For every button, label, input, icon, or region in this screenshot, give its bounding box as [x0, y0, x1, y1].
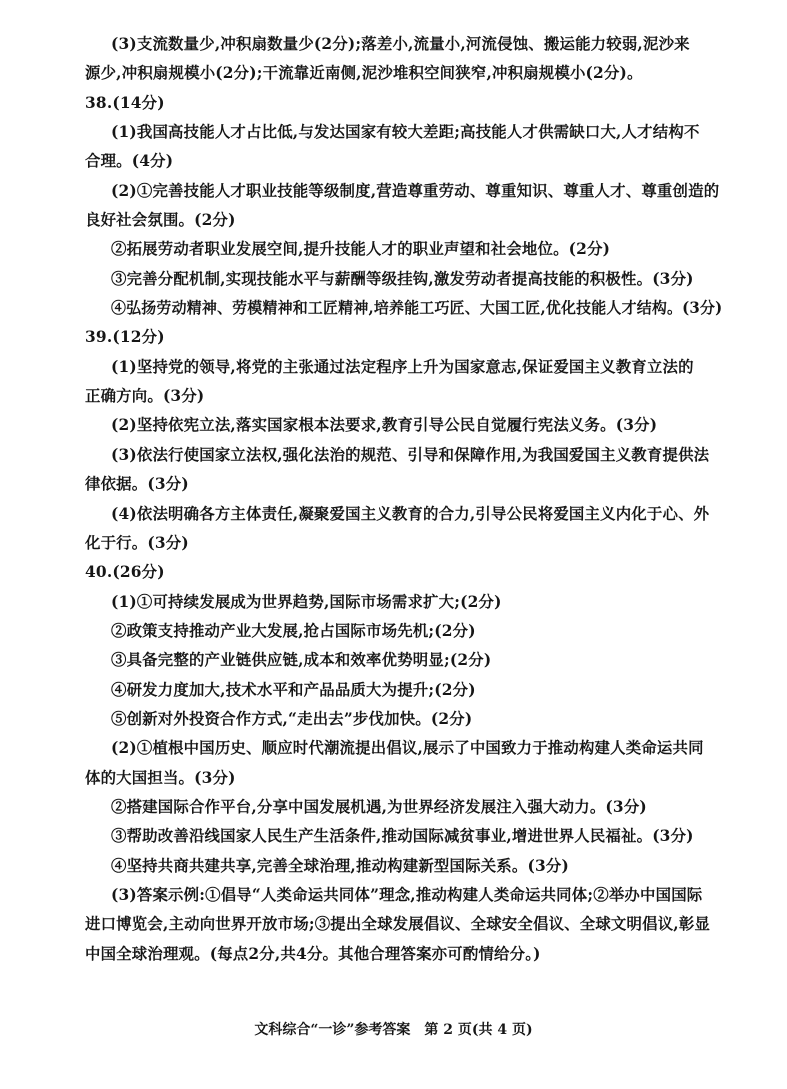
answer-line: (2)①植根中国历史、顺应时代潮流提出倡议,展示了中国致力于推动构建人类命运共同: [111, 739, 704, 757]
question-number: 40.(26分): [85, 563, 165, 581]
answer-line: 律依据。(3分): [85, 475, 189, 493]
answer-line: ⑤创新对外投资合作方式,“走出去”步伐加快。(2分): [111, 710, 473, 728]
answer-line: 化于行。(3分): [85, 534, 189, 552]
answer-line: ③具备完整的产业链供应链,成本和效率优势明显;(2分): [111, 651, 492, 669]
page-footer: 文科综合“一诊”参考答案 第 2 页(共 4 页): [254, 1022, 533, 1038]
answer-line: (1)我国高技能人才占比低,与发达国家有较大差距;高技能人才供需缺口大,人才结构不: [111, 123, 700, 141]
answer-line: (1)①可持续发展成为世界趋势,国际市场需求扩大;(2分): [111, 593, 502, 611]
answer-line: ③完善分配机制,实现技能水平与薪酬等级挂钩,激发劳动者提高技能的积极性。(3分): [111, 270, 694, 288]
question-number: 38.(14分): [85, 94, 165, 112]
answer-line: ③帮助改善沿线国家人民生产生活条件,推动国际减贫事业,增进世界人民福祉。(3分): [111, 827, 694, 845]
answer-line: 中国全球治理观。(每点2分,共4分。其他合理答案亦可酌情给分。): [85, 945, 541, 963]
answer-line: 正确方向。(3分): [85, 387, 205, 405]
answer-line: ②政策支持推动产业大发展,抢占国际市场先机;(2分): [111, 622, 476, 640]
answer-line: (3)答案示例:①倡导“人类命运共同体”理念,推动构建人类命运共同体;②举办中国国际: [111, 886, 703, 904]
question-number: 39.(12分): [85, 328, 165, 346]
answer-line: (3)依法行使国家立法权,强化法治的规范、引导和保障作用,为我国爱国主义教育提供法: [111, 446, 710, 464]
answer-line: 源少,冲积扇规模小(2分);干流靠近南侧,泥沙堆积空间狭窄,冲积扇规模小(2分)。: [85, 64, 643, 82]
answer-line: 合理。(4分): [85, 152, 174, 170]
answer-line: ④研发力度加大,技术水平和产品品质大为提升;(2分): [111, 681, 476, 699]
answer-line: (1)坚持党的领导,将党的主张通过法定程序上升为国家意志,保证爱国主义教育立法的: [111, 358, 694, 376]
answer-line: 进口博览会,主动向世界开放市场;③提出全球发展倡议、全球安全倡议、全球文明倡议,彰显: [85, 915, 711, 933]
answer-line: (2)坚持依宪立法,落实国家根本法要求,教育引导公民自觉履行宪法义务。(3分): [111, 416, 658, 434]
answer-line: (3)支流数量少,冲积扇数量少(2分);落差小,流量小,河流侵蚀、搬运能力较弱,泥沙来: [111, 35, 690, 53]
answer-line: ④弘扬劳动精神、劳模精神和工匠精神,培养能工巧匠、大国工匠,优化技能人才结构。(3分): [111, 299, 723, 317]
answer-line: 良好社会氛围。(2分): [85, 211, 236, 229]
answer-line: 体的大国担当。(3分): [85, 769, 236, 787]
answer-line: ④坚持共商共建共享,完善全球治理,推动构建新型国际关系。(3分): [111, 857, 569, 875]
answer-line: ②拓展劳动者职业发展空间,提升技能人才的职业声望和社会地位。(2分): [111, 240, 611, 258]
answer-line: (2)①完善技能人才职业技能等级制度,营造尊重劳动、尊重知识、尊重人才、尊重创造的: [111, 182, 720, 200]
answer-line: (4)依法明确各方主体责任,凝聚爱国主义教育的合力,引导公民将爱国主义内化于心、外: [111, 505, 710, 523]
answer-line: ②搭建国际合作平台,分享中国发展机遇,为世界经济发展注入强大动力。(3分): [111, 798, 647, 816]
